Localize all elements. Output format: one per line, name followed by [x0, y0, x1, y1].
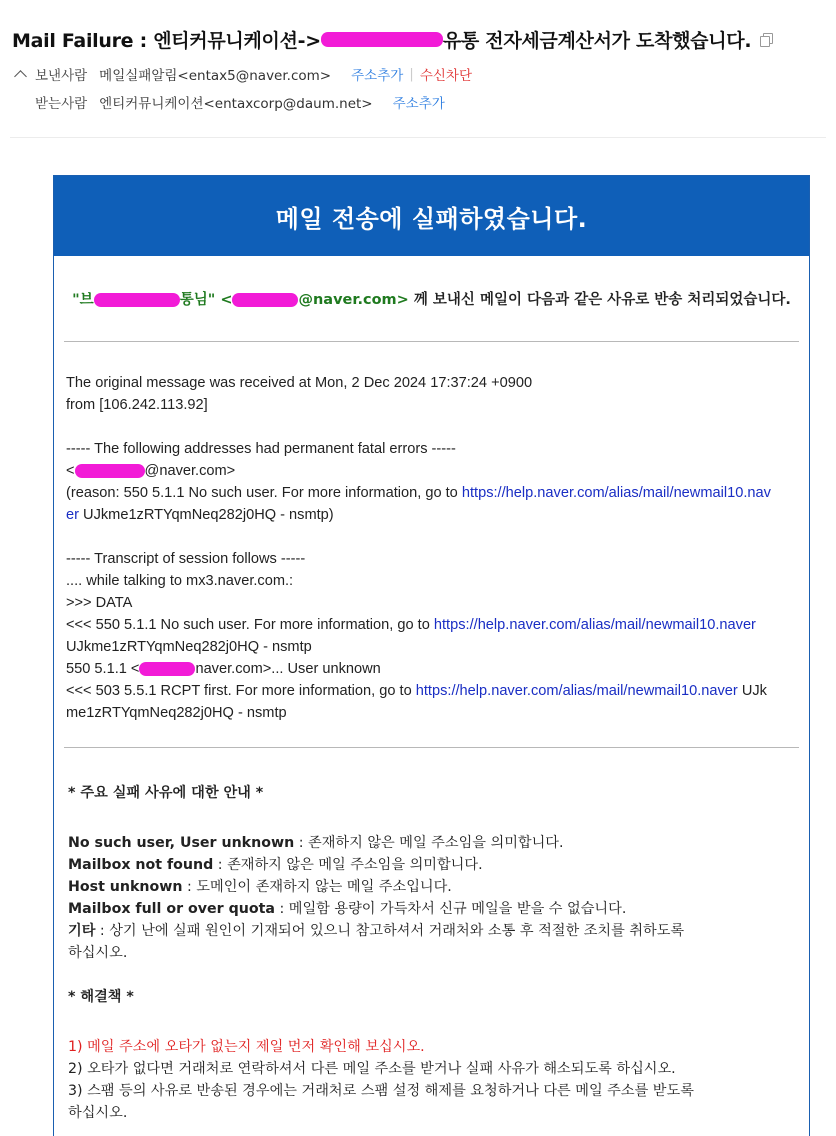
guide-item: Mailbox not found : 존재하지 않은 메일 주소임을 의미합니다.	[68, 857, 483, 873]
banner-title: 메일 전송에 실패하였습니다.	[275, 204, 588, 233]
from-label: 보낸사람	[35, 68, 88, 84]
solution-item: 1) 메일 주소에 오타가 없는지 제일 먼저 확인해 보십시오.	[68, 1039, 425, 1055]
from-row	[14, 64, 472, 84]
redacted-block	[232, 293, 298, 307]
guide-item: Mailbox full or over quota : 메일함 용량이 가득차서 신규 메일을 받을 수 없습니다.	[68, 901, 627, 917]
add-contact-button[interactable]: 주소추가	[351, 68, 404, 84]
help-link[interactable]: er	[66, 507, 79, 523]
solution-title: * 해결책 *	[68, 989, 134, 1005]
from-address[interactable]: 메일실패알림<entax5@naver.com>	[99, 68, 332, 84]
help-link[interactable]: https://help.naver.com/alias/mail/newmail10.naver	[415, 683, 738, 699]
add-contact-button-2[interactable]: 주소추가	[392, 96, 445, 112]
mail-subject	[12, 26, 826, 53]
block-sender-button[interactable]: 수신차단	[419, 68, 473, 84]
guide-item: Host unknown : 도메인이 존재하지 않는 메일 주소입니다.	[68, 879, 452, 895]
help-link[interactable]: https://help.naver.com/alias/mail/newmail10.naver	[433, 617, 756, 633]
mail-body	[53, 175, 810, 1136]
divider	[64, 341, 799, 342]
solution-item: 2) 오타가 없다면 거래처로 연락하셔서 다른 메일 주소를 받거나 실패 사유가 해소되도록 하십시오.	[68, 1061, 676, 1077]
redacted-block	[321, 32, 443, 47]
sender-notice: "브 통님" < @naver.com> 께 보내신 메일이 다음과 같은 사유로 반송 처리되었습니다.	[72, 292, 791, 308]
failure-guide: * 주요 실패 사유에 대한 안내 * No such user, User unknown : 존재하지 않은 메일 주소임을 의미합니다. Mailbox not found : 존재하지 않은 메일 주소임을 의미합니다. Host unknown : 도메인이 존재하지 않는 메일 주소입니다. Mailbox full or over quota : 메일함 용량이 가득차서 신규 메일을 받을 수 없습니다. 기타 : 상기 난에 실패 원인이 기재되어 있으니 참고하셔서 거래처와 소통 후 적절한 조치를 취하도록 하십시오. * 해결책 * 1) 메일 주소에 오타가 없는지 제일 먼저 확인해 보십시오. 2) 오타가 없다면 거래처로 연락하셔서 다른 메일 주소를 받거나 실패 사유가 해소되도록 하십시오. 3) 스팸 등의 사유로 반송된 경우에는 거래처로 스팸 설정 해제를 요청하거나 다른 메일 주소를 받도록 하십시오.	[54, 782, 809, 1124]
to-address[interactable]: 엔티커뮤니케이션<entaxcorp@daum.net>	[99, 96, 373, 112]
header-divider	[10, 137, 826, 138]
guide-title: * 주요 실패 사유에 대한 안내 *	[68, 785, 264, 801]
failure-banner	[54, 176, 809, 256]
subject-text: Mail Failure : 엔티커뮤니케이션-> 유통 전자세금계산서가 도착했습니다.	[12, 30, 752, 52]
guide-item: No such user, User unknown : 존재하지 않은 메일 주소임을 의미합니다.	[68, 835, 564, 851]
bounce-transcript: The original message was received at Mon, 2 Dec 2024 17:37:24 +0900 from [106.242.113.92] ----- The following addresses had permanent fatal errors ----- < @naver.com> (reason: 550 5.1.1 No such user. For more information, go to https://help.naver.com/alias/mail/newmail10.nav er UJkme1zRTYqmNeq282j0HQ - nsmtp) ----- Transcript of session follows ----- .... while talking to mx3.naver.com.: >>> DATA <<< 550 5.1.1 No such user. For more information, go to https://help.naver.com/alias/mail/newmail10.naver UJkme1zRTYqmNeq282j0HQ - nsmtp 550 5.1.1 < naver.com>... User unknown <<< 503 5.5.1 RCPT first. For more information, go to https://help.naver.com/alias/mail/newmail10.naver UJk me1zRTYqmNeq282j0HQ - nsmtp	[66, 375, 771, 721]
copy-icon[interactable]	[759, 33, 773, 47]
separator: |	[409, 66, 414, 82]
to-row	[35, 92, 445, 112]
solution-item: 3) 스팸 등의 사유로 반송된 경우에는 거래처로 스팸 설정 해제를 요청하거나 다른 메일 주소를 받도록	[68, 1083, 694, 1099]
divider	[64, 747, 799, 748]
redacted-block	[139, 662, 195, 676]
guide-item: 기타 : 상기 난에 실패 원인이 기재되어 있으니 참고하셔서 거래처와 소통 후 적절한 조치를 취하도록	[68, 923, 685, 939]
chevron-up-icon[interactable]	[14, 70, 27, 83]
to-label: 받는사람	[35, 96, 88, 112]
redacted-block	[94, 293, 180, 307]
help-link[interactable]: https://help.naver.com/alias/mail/newmail10.nav	[461, 485, 771, 501]
redacted-block	[75, 464, 145, 478]
